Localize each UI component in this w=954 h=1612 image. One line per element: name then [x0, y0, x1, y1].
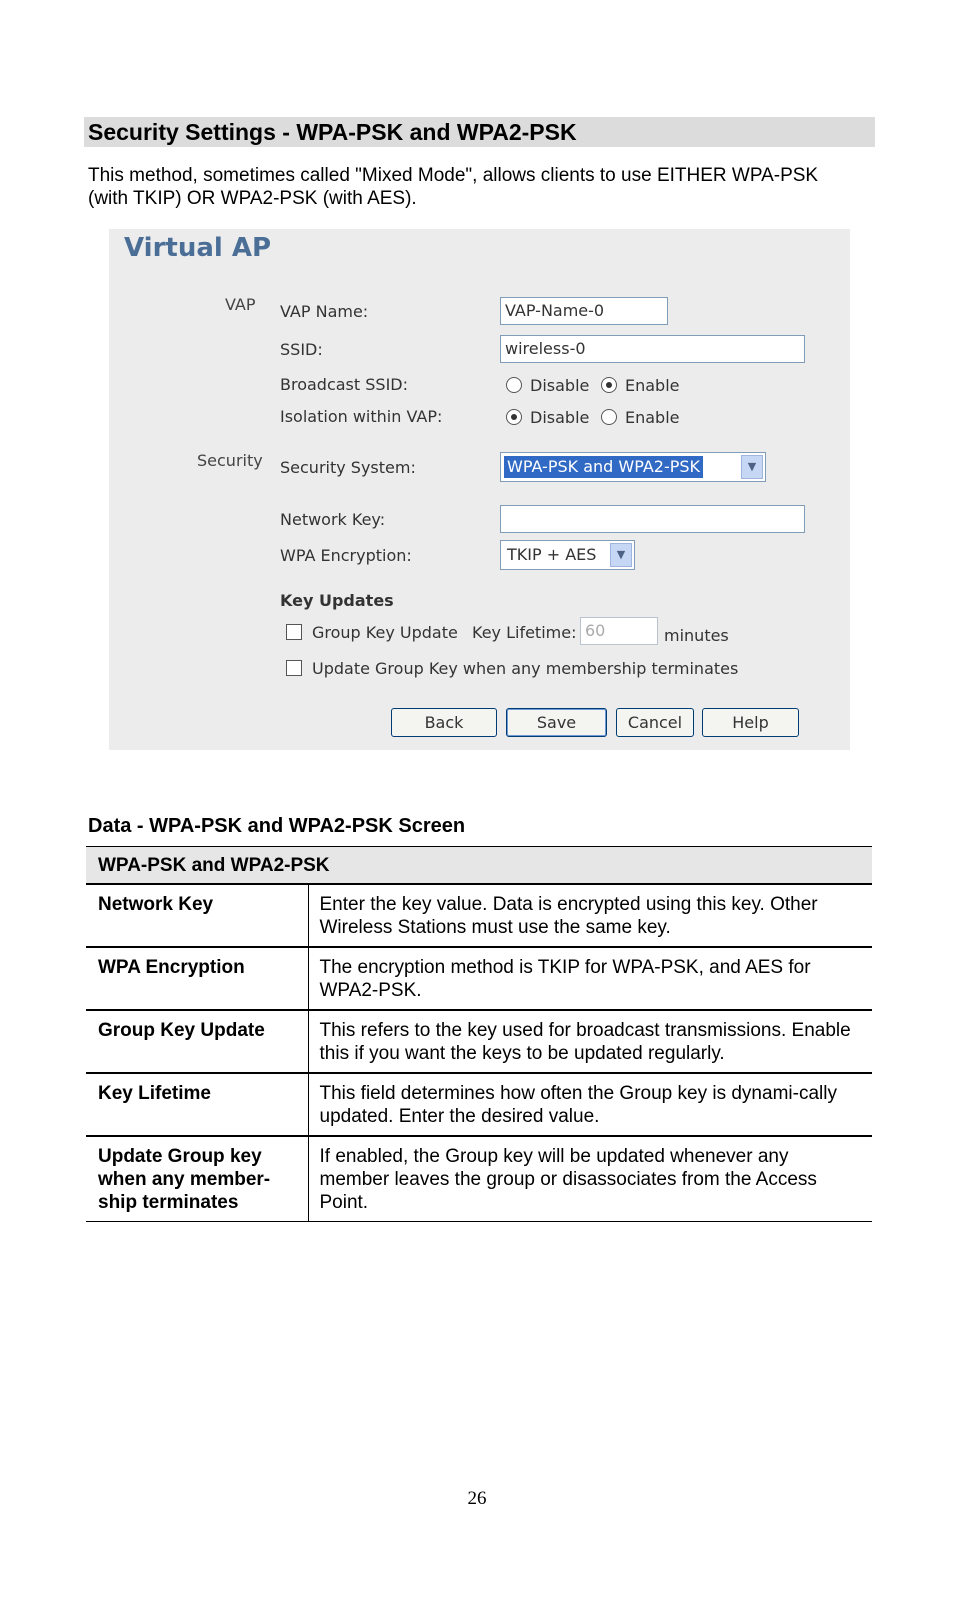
- description-cell: If enabled, the Group key will be updated whenever any member leaves the group or disassociates from the Access Point.: [308, 1136, 872, 1222]
- radio-label: Enable: [625, 376, 680, 395]
- security-system-label: Security System:: [280, 458, 416, 477]
- checkbox-label: Group Key Update: [312, 623, 458, 642]
- vap-name-label: VAP Name:: [280, 302, 369, 321]
- table-row: [86, 1010, 872, 1073]
- isolation-label: Isolation within VAP:: [280, 407, 443, 426]
- cancel-button[interactable]: Cancel: [616, 708, 694, 737]
- virtual-ap-screenshot: [109, 229, 850, 750]
- checkbox-label: Update Group Key when any membership terminates: [312, 659, 739, 678]
- table-row: [86, 947, 872, 1010]
- update-on-terminate-option[interactable]: [286, 659, 738, 678]
- term-cell: Group Key Update: [86, 1010, 308, 1073]
- save-button[interactable]: Save: [506, 708, 607, 737]
- chevron-down-icon[interactable]: ▼: [741, 455, 763, 479]
- wpa-encryption-select[interactable]: [500, 540, 635, 570]
- broadcast-ssid-disable-option[interactable]: [506, 376, 589, 395]
- radio-label: Disable: [530, 408, 590, 427]
- ssid-label: SSID:: [280, 340, 323, 359]
- network-key-input[interactable]: [500, 505, 805, 533]
- page-number: 26: [467, 1488, 487, 1509]
- term-cell: Update Group key when any member-ship terminates: [86, 1136, 308, 1222]
- term-cell: Network Key: [86, 884, 308, 947]
- isolation-disable-option[interactable]: [506, 408, 589, 427]
- radio-icon[interactable]: [601, 409, 617, 425]
- group-key-update-option[interactable]: [286, 623, 458, 642]
- broadcast-ssid-enable-option[interactable]: [601, 376, 680, 395]
- broadcast-ssid-label: Broadcast SSID:: [280, 375, 408, 394]
- minutes-label: minutes: [664, 626, 729, 645]
- table-row: [86, 1136, 872, 1222]
- isolation-enable-option[interactable]: [601, 408, 680, 427]
- radio-selected-icon[interactable]: [601, 377, 617, 393]
- vap-name-input[interactable]: VAP-Name-0: [500, 297, 668, 325]
- term-cell: WPA Encryption: [86, 947, 308, 1010]
- network-key-label: Network Key:: [280, 510, 386, 529]
- security-system-select[interactable]: [500, 452, 766, 482]
- chevron-down-icon[interactable]: ▼: [610, 543, 632, 567]
- wpa-encryption-label: WPA Encryption:: [280, 546, 412, 565]
- table-header: WPA-PSK and WPA2-PSK: [86, 847, 872, 885]
- key-updates-heading: Key Updates: [280, 591, 394, 610]
- group-label-security: Security: [197, 451, 263, 470]
- table-row: [86, 1073, 872, 1136]
- key-lifetime-input[interactable]: 60: [580, 617, 658, 645]
- section-heading: Security Settings - WPA-PSK and WPA2-PSK: [84, 117, 875, 147]
- table-title: Data - WPA-PSK and WPA2-PSK Screen: [88, 815, 466, 837]
- table-row: [86, 884, 872, 947]
- wpa-encryption-value: TKIP + AES: [507, 545, 597, 564]
- radio-icon[interactable]: [506, 377, 522, 393]
- description-cell: This field determines how often the Group key is dynami-cally updated. Enter the desired value.: [308, 1073, 872, 1136]
- ssid-input[interactable]: wireless-0: [500, 335, 805, 363]
- security-system-value: WPA-PSK and WPA2-PSK: [504, 456, 703, 478]
- table-header-row: [86, 847, 872, 885]
- help-button[interactable]: Help: [702, 708, 799, 737]
- term-cell: Key Lifetime: [86, 1073, 308, 1136]
- radio-label: Enable: [625, 408, 680, 427]
- radio-selected-icon[interactable]: [506, 409, 522, 425]
- panel-title: Virtual AP: [124, 233, 272, 263]
- radio-label: Disable: [530, 376, 590, 395]
- data-table: [86, 846, 872, 1222]
- description-cell: This refers to the key used for broadcast transmissions. Enable this if you want the keys to be updated regularly.: [308, 1010, 872, 1073]
- description-cell: The encryption method is TKIP for WPA-PSK, and AES for WPA2-PSK.: [308, 947, 872, 1010]
- checkbox-icon[interactable]: [286, 624, 302, 640]
- key-lifetime-label: Key Lifetime:: [472, 623, 577, 642]
- intro-paragraph: This method, sometimes called "Mixed Mode", allows clients to use EITHER WPA-PSK (with TKIP) OR WPA2-PSK (with AES).: [88, 165, 819, 209]
- checkbox-icon[interactable]: [286, 660, 302, 676]
- group-label-vap: VAP: [225, 295, 256, 314]
- back-button[interactable]: Back: [391, 708, 497, 737]
- description-cell: Enter the key value. Data is encrypted using this key. Other Wireless Stations must use the same key.: [308, 884, 872, 947]
